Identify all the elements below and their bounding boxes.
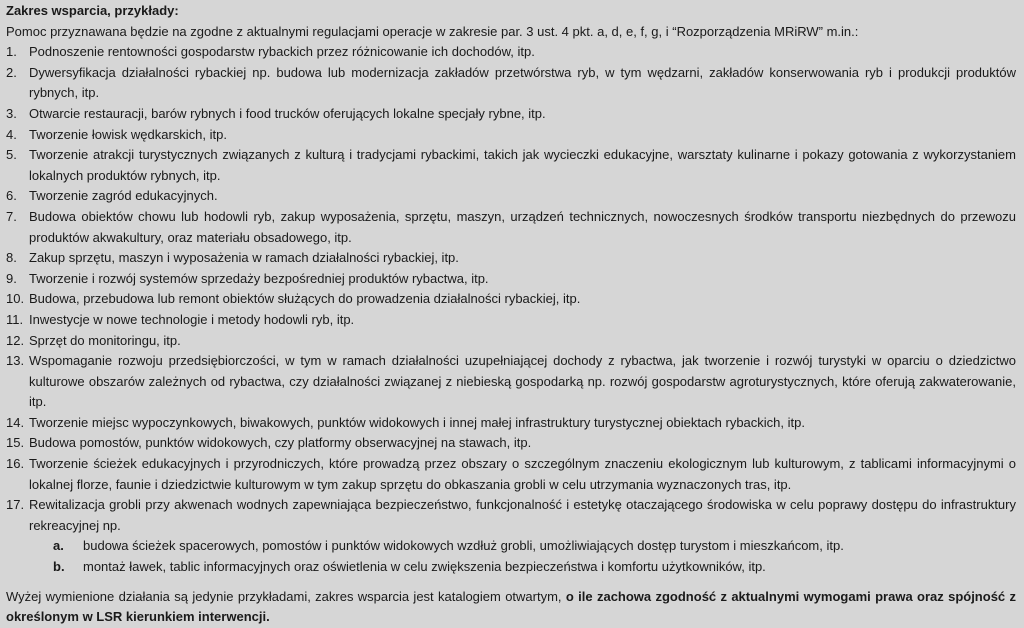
list-item xyxy=(6,310,1016,331)
footer-normal-text: Wyżej wymienione działania są jedynie przykładami, zakres wsparcia jest katalogiem otwartym, xyxy=(6,588,566,604)
item-number: 12. xyxy=(6,332,25,348)
item-text: Budowa obiektów chowu lub hodowli ryb, zakup wyposażenia, sprzętu, maszyn, urządzeń technicznych, nowoczesnych środków transportu niezbędnych do przewozu produktów akwakultury, oraz materiału obsadowego, itp. xyxy=(29,208,1016,245)
item-text: Tworzenie atrakcji turystycznych związanych z kulturą i tradycjami rybackimi, takich jak wycieczki edukacyjne, warsztaty kulinarne i pokazy gotowania z wykorzystaniem lokalnych produktów rybnych, itp. xyxy=(29,147,1016,183)
item-number: 17. xyxy=(6,497,25,513)
list-item xyxy=(6,42,1016,63)
item-number: 1. xyxy=(6,44,17,60)
sub-item-text: montaż ławek, tablic informacyjnych oraz oświetlenia w celu zwiększenia bezpieczeństwa i komfortu użytkowników, itp. xyxy=(83,559,766,575)
list-item xyxy=(6,269,1016,290)
item-number: 14. xyxy=(6,414,25,430)
item-number: 8. xyxy=(6,250,17,266)
item-text: Inwestycje w nowe technologie i metody hodowli ryb, itp. xyxy=(29,311,355,327)
list-item xyxy=(6,104,1016,125)
sub-item-letter: a. xyxy=(53,538,64,554)
sub-list-item xyxy=(53,536,1016,557)
item-text: Tworzenie zagród edukacyjnych. xyxy=(29,188,218,204)
sub-item-text: budowa ścieżek spacerowych, pomostów i punktów widokowych wzdłuż grobli, umożliwiających dostęp turystom i mieszkańcom, itp. xyxy=(83,538,844,554)
list-item xyxy=(6,433,1016,454)
list-item xyxy=(6,186,1016,207)
item-number: 2. xyxy=(6,64,17,80)
item-number: 13. xyxy=(6,353,25,369)
sub-list xyxy=(29,536,1016,577)
list-item xyxy=(6,207,1016,248)
item-text: Tworzenie ścieżek edukacyjnych i przyrodniczych, które prowadzą przez obszary o szczególnym znaczeniu ekologicznym lub kulturowym, z tablicami informacyjnymi o lokalnej florze, faunie i dziedzictwie kulturowym w tym zakup sprzętu do obkaszania grobli w celu utrzymania wyznaczonych tras, itp. xyxy=(29,456,1016,492)
list-item xyxy=(6,351,1016,413)
sub-item-letter: b. xyxy=(53,559,65,575)
section-title: Zakres wsparcia, przykłady: xyxy=(6,3,179,18)
item-text: Dywersyfikacja działalności rybackiej np. budowa lub modernizacja zakładów przetwórstwa ryb, w tym wędzarni, zakładów konserwowania ryb i produkcji produktów rybnych, itp. xyxy=(29,64,1016,101)
item-number: 7. xyxy=(6,208,17,224)
item-text: Podnoszenie rentowności gospodarstw rybackich przez różnicowanie ich dochodów, itp. xyxy=(29,44,535,60)
examples-list xyxy=(6,42,1016,577)
item-number: 15. xyxy=(6,435,25,451)
item-text: Tworzenie miejsc wypoczynkowych, biwakowych, punktów widokowych i innej małej infrastruktury turystycznej obiektach rybackich, itp. xyxy=(29,414,805,430)
footer-note xyxy=(6,587,1016,628)
list-item xyxy=(6,248,1016,269)
item-text: Sprzęt do monitoringu, itp. xyxy=(29,332,181,348)
item-number: 10. xyxy=(6,291,25,307)
item-text: Tworzenie i rozwój systemów sprzedaży bezpośredniej produktów rybactwa, itp. xyxy=(29,270,489,286)
item-number: 3. xyxy=(6,105,17,121)
list-item xyxy=(6,495,1016,577)
item-text: Budowa pomostów, punktów widokowych, czy platformy obserwacyjnej na stawach, itp. xyxy=(29,435,532,451)
list-item xyxy=(6,454,1016,495)
list-item xyxy=(6,63,1016,104)
section-intro: Pomoc przyznawana będzie na zgodne z aktualnymi regulacjami operacje w zakresie par. 3 ust. 4 pkt. a, d, e, f, g, i “Rozporządzenia MRiRW” m.in.: xyxy=(6,23,859,39)
list-item xyxy=(6,289,1016,310)
list-item xyxy=(6,331,1016,352)
item-number: 4. xyxy=(6,126,17,142)
item-text: Budowa, przebudowa lub remont obiektów służących do prowadzenia działalności rybackiej, itp. xyxy=(29,291,581,307)
item-number: 5. xyxy=(6,147,17,163)
item-text: Wspomaganie rozwoju przedsiębiorczości, w tym w ramach działalności uzupełniającej dochody z rybactwa, jak tworzenie i rozwój turystyki w oparciu o dziedzictwo kulturowe obszarów zależnych od rybactwa, czy działalności związanej z niebieską gospodarką np. rozwój gospodarstw agroturystycznych, które oferują zakwaterowanie, itp. xyxy=(29,353,1016,410)
item-text: Rewitalizacja grobli przy akwenach wodnych zapewniająca bezpieczeństwo, funkcjonalność i estetykę otaczającego środowiska w celu poprawy dostępu do infrastruktury rekreacyjnej np. xyxy=(29,497,1016,533)
item-text: Tworzenie łowisk wędkarskich, itp. xyxy=(29,126,227,142)
list-item xyxy=(6,413,1016,434)
item-number: 11. xyxy=(6,311,24,327)
list-item xyxy=(6,145,1016,186)
footer-bold-text: o ile zachowa zgodność z aktualnymi wymogami prawa oraz spójność z określonym w LSR kierunkiem interwencji. xyxy=(6,588,1016,625)
item-number: 16. xyxy=(6,456,25,472)
item-text: Otwarcie restauracji, barów rybnych i food trucków oferujących lokalne specjały rybne, itp. xyxy=(29,105,546,121)
list-item xyxy=(6,125,1016,146)
sub-list-item xyxy=(53,557,1016,578)
item-number: 6. xyxy=(6,188,17,204)
item-text: Zakup sprzętu, maszyn i wyposażenia w ramach działalności rybackiej, itp. xyxy=(29,250,459,266)
item-number: 9. xyxy=(6,270,17,286)
